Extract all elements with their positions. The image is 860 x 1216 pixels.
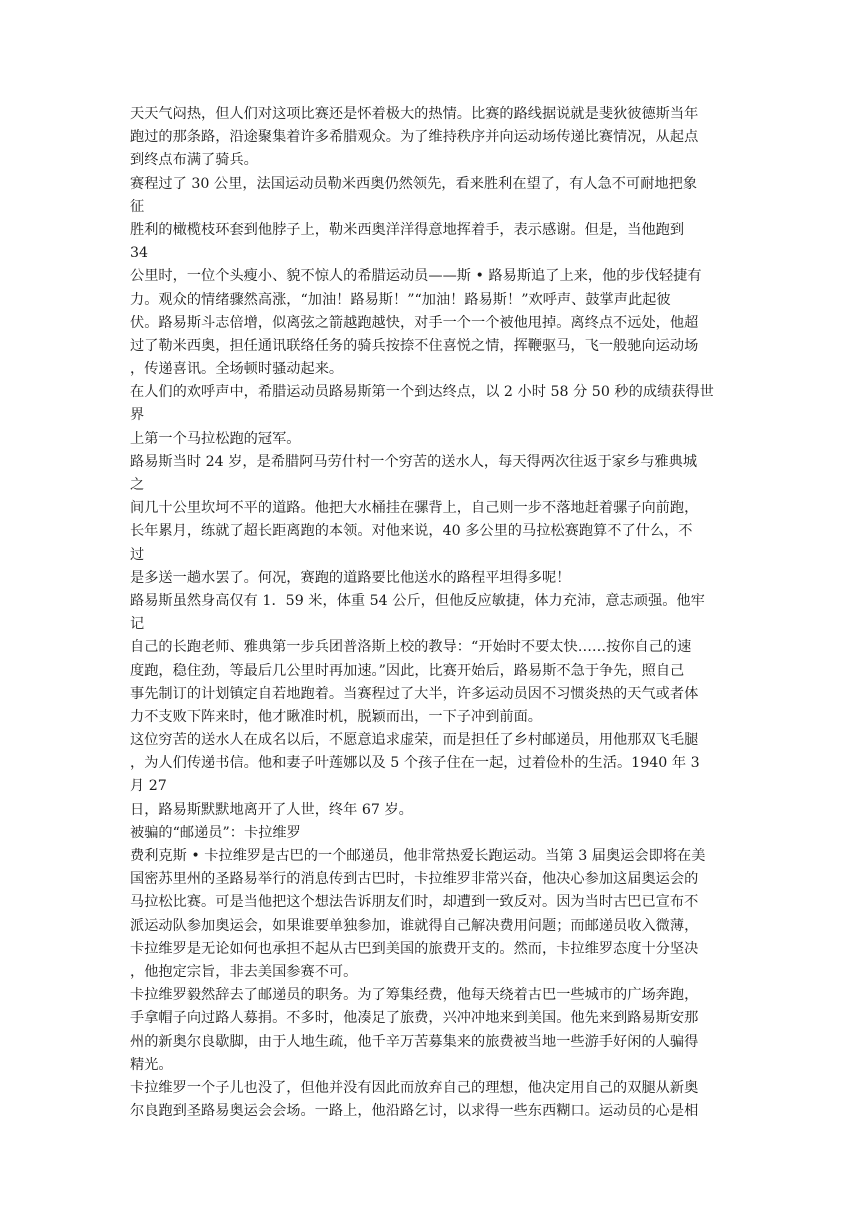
text-line: 间几十公里坎坷不平的道路。他把大水桶挂在骡背上，自己则一步不落地赶着骡子向前跑， [130, 500, 699, 517]
text-line: 被骗的“邮递员”：卡拉维罗 [130, 824, 301, 841]
text-line: ，他抱定宗旨，非去美国参赛不可。 [130, 963, 358, 980]
text-line: 伏。路易斯斗志倍增，似离弦之箭越跑越快，对手一个一个被他甩掉。离终点不远处，他超 [130, 314, 699, 331]
text-line: ，传递喜讯。全场顿时骚动起来。 [130, 361, 344, 378]
text-line: 界 [130, 407, 145, 424]
text-line: 之 [130, 477, 145, 493]
text-line: 这位穷苦的送水人在成名以后，不愿意追求虚荣，而是担任了乡村邮递员，用他那双飞毛腿 [130, 732, 699, 749]
text-line: 过 [130, 546, 145, 563]
text-line: 派运动队参加奥运会，如果谁要单独参加，谁就得自己解决费用问题；而邮递员收入微薄， [130, 917, 699, 934]
text-line: 公里时，一位个头瘦小、貌不惊人的希腊运动员——斯 • 路易斯追了上来，他的步伐轻捷有 [130, 268, 702, 285]
text-line: 力不支败下阵来时，他才瞅准时机，脱颖而出，一下子冲到前面。 [130, 708, 543, 725]
text-line: 国密苏里州的圣路易举行的消息传到古巴时，卡拉维罗非常兴奋，他决心参加这届奥运会的 [130, 871, 699, 888]
text-line: 精光。 [130, 1056, 173, 1073]
text-line: 手拿帽子向过路人募捐。不多时，他凑足了旅费，兴冲冲地来到美国。他先来到路易斯安那 [130, 1010, 699, 1027]
text-line: 路易斯当时 24 岁，是希腊阿马劳什村一个穷苦的送水人，每天得两次往返于家乡与雅典城 [130, 453, 698, 470]
text-line: 长年累月，练就了超长距离跑的本领。对他来说，40 多公里的马拉松赛跑算不了什么，不 [130, 523, 693, 540]
text-line: 在人们的欢呼声中，希腊运动员路易斯第一个到达终点，以 2 小时 58 分 50 秒的成绩获得世 [130, 384, 714, 401]
text-line: 是多送一趟水罢了。何况，赛跑的道路要比他送水的路程平坦得多呢！ [130, 569, 571, 586]
text-line: 月 27 [130, 778, 167, 795]
text-line: 度跑，稳住劲，等最后几公里时再加速。”因此，比赛开始后，路易斯不急于争先，照自己 [130, 662, 685, 679]
text-line: 马拉松比赛。可是当他把这个想法告诉朋友们时，却遭到一致反对。因为当时古巴已宣布不 [130, 894, 699, 911]
text-line: 过了勒米西奥，担任通讯联络任务的骑兵按捺不住喜悦之情，挥鞭驱马，飞一般驰向运动场 [130, 337, 699, 354]
text-line: 路易斯虽然身高仅有 1．59 米，体重 54 公斤，但他反应敏捷，体力充沛，意志顽强。他牢 [130, 592, 705, 609]
text-line: 上第一个马拉松跑的冠军。 [130, 430, 301, 447]
text-line: 记 [130, 616, 145, 633]
text-line: 天天气闷热，但人们对这项比赛还是怀着极大的热情。比赛的路线据说就是斐狄彼德斯当年 [130, 106, 699, 122]
text-line: 事先制订的计划镇定自若地跑着。当赛程过了大半，许多运动员因不习惯炎热的天气或者体 [130, 685, 699, 702]
text-line: 赛程过了 30 公里，法国运动员勒米西奥仍然领先，看来胜利在望了，有人急不可耐地把象 [130, 175, 698, 192]
text-line: 到终点布满了骑兵。 [130, 152, 258, 169]
text-line: 州的新奥尔良歇脚，由于人地生疏，他千辛万苦募集来的旅费被当地一些游手好闲的人骗得 [130, 1033, 699, 1050]
text-line: 费利克斯 • 卡拉维罗是古巴的一个邮递员，他非常热爱长跑运动。当第 3 届奥运会即将在美 [130, 848, 706, 864]
text-line: 自己的长跑老师、雅典第一步兵团普洛斯上校的教导：“开始时不要太快……按你自己的速 [130, 639, 692, 656]
text-line: 卡拉维罗毅然辞去了邮递员的职务。为了筹集经费，他每天绕着古巴一些城市的广场奔跑， [130, 987, 699, 1004]
text-line: 征 [130, 198, 145, 215]
text-line: 胜利的橄榄枝环套到他脖子上，勒米西奥洋洋得意地挥着手，表示感谢。但是，当他跑到 [130, 221, 685, 238]
text-line: 卡拉维罗一个子儿也没了，但他并没有因此而放弃自己的理想，他决定用自己的双腿从新奥 [130, 1079, 699, 1096]
text-line: ，为人们传递书信。他和妻子叶莲娜以及 5 个孩子住在一起，过着俭朴的生活。1940 年 3 [130, 755, 700, 772]
text-line: 尔良跑到圣路易奥运会会场。一路上，他沿路乞讨，以求得一些东西糊口。运动员的心是相 [130, 1103, 699, 1120]
text-line: 卡拉维罗是无论如何也承担不起从古巴到美国的旅费开支的。然而，卡拉维罗态度十分坚决 [130, 940, 699, 957]
text-line: 日，路易斯默默地离开了人世，终年 67 岁。 [130, 801, 413, 818]
document-body [130, 103, 750, 1123]
text-line: 力。观众的情绪骤然高涨，“加油！路易斯！”“加油！路易斯！”欢呼声、鼓掌声此起彼 [130, 291, 671, 308]
text-line: 跑过的那条路，沿途聚集着许多希腊观众。为了维持秩序并向运动场传递比赛情况，从起点 [130, 129, 699, 146]
text-line: 34 [130, 245, 149, 262]
